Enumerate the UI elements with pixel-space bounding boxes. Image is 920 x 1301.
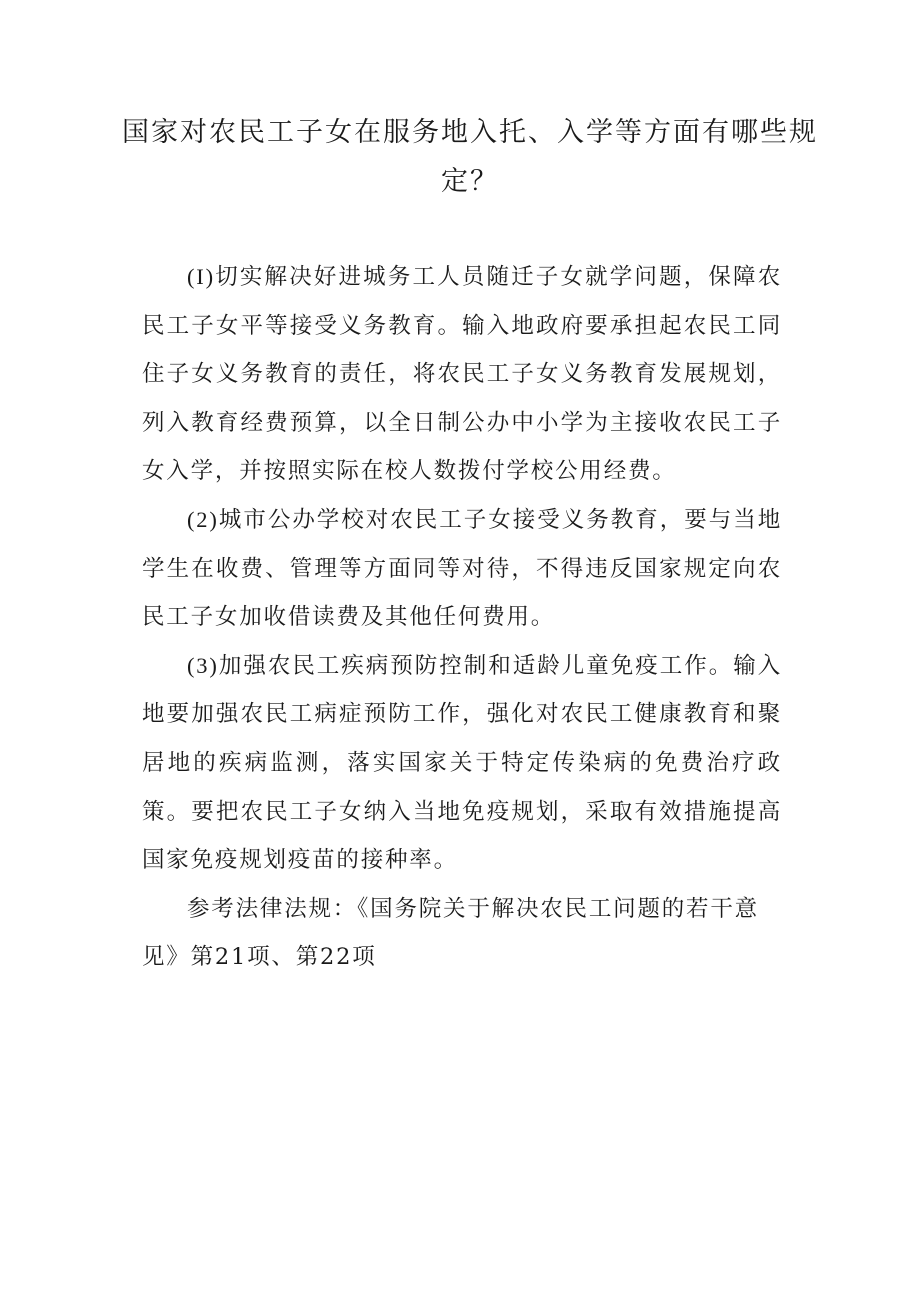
paragraph-2-text: 城市公办学校对农民工子女接受义务教育，要与当地学生在收费、管理等方面同等对待，不得违反国家规定向农民工子女加收借读费及其他任何费用。 [142,506,782,631]
paragraph-3-text: 加强农民工疾病预防控制和适龄儿童免疫工作。输入地要加强农民工病症预防工作，强化对农民工健康教育和聚居地的疾病监测，落实国家关于特定传染病的免费治疗政策。要把农民工子女纳入当地免疫规划，采取有效措施提高国家免疫规划疫苗的接种率。 [142,652,782,874]
legal-reference: 参考法律法规：《国务院关于解决农民工问题的若干意见》第21项、第22项 [142,895,759,971]
paragraph-2-marker: (2) [187,506,219,532]
paragraph-1-text: 切实解决好进城务工人员随迁子女就学问题，保障农民工子女平等接受义务教育。输入地政府要承担起农民工同住子女义务教育的责任，将农民工子女义务教育发展规划，列入教育经费预算，以全日制公办中小学为主接收农民工子女入学，并按照实际在校人数拨付学校公用经费。 [142,264,782,485]
page-title: 国家对农民工子女在服务地入托、入学等方面有哪些规定？ [122,117,818,197]
paragraph-2 [142,496,782,642]
paragraph-3-marker: (3) [187,652,219,678]
paragraph-1-marker: (I) [187,264,215,289]
paragraph-3 [142,642,782,885]
document-body [142,253,782,982]
paragraph-1 [142,253,782,496]
